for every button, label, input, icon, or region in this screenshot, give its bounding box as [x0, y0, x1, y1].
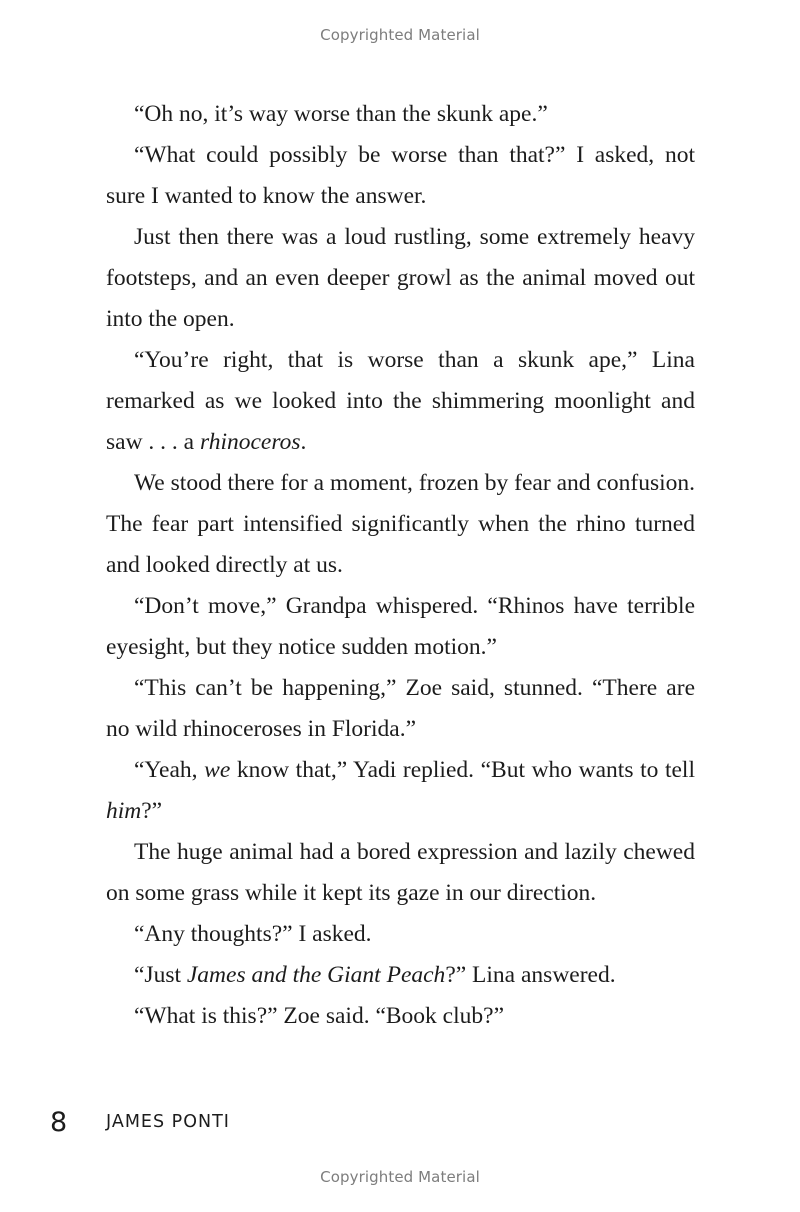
italic-text: him: [106, 798, 142, 824]
text-run: “What could possibly be worse than that?” I asked, not sure I wanted to know the answer.: [106, 142, 695, 209]
paragraph-6: [106, 586, 695, 668]
running-head-author: JAMES PONTI: [106, 1112, 230, 1132]
text-run: “Oh no, it’s way worse than the skunk ape.”: [134, 101, 548, 127]
paragraph-3: [106, 217, 695, 340]
page-number: 8: [50, 1106, 68, 1138]
page-footer: [50, 1102, 230, 1142]
paragraph-1: [106, 94, 695, 135]
text-run: know that,” Yadi replied. “But who wants to tell: [230, 757, 695, 783]
copyright-watermark-bottom: Copyrighted Material: [320, 1168, 480, 1186]
text-run: We stood there for a moment, frozen by fear and confusion. The fear part intensified significantly when the rhino turned and looked directly at us.: [106, 470, 695, 578]
text-run: ?” Lina answered.: [445, 962, 616, 988]
text-run: ?”: [141, 798, 163, 824]
text-run: “Yeah,: [134, 757, 205, 783]
paragraph-7: [106, 668, 695, 750]
paragraph-8: [106, 750, 695, 832]
text-run: “Just: [134, 962, 187, 988]
paragraph-9: [106, 832, 695, 914]
paragraph-4: [106, 340, 695, 463]
paragraph-10: [106, 914, 695, 955]
body-text: [106, 94, 695, 1037]
text-run: “Any thoughts?” I asked.: [134, 921, 372, 947]
text-run: “Don’t move,” Grandpa whispered. “Rhinos have terrible eyesight, but they notice sudden motion.”: [106, 593, 695, 660]
italic-text: rhinoceros: [199, 429, 301, 455]
text-run: Just then there was a loud rustling, some extremely heavy footsteps, and an even deeper growl as the animal moved out into the open.: [106, 224, 695, 332]
text-run: “This can’t be happening,” Zoe said, stunned. “There are no wild rhinoceroses in Florida.”: [106, 675, 695, 742]
copyright-watermark-top: Copyrighted Material: [320, 26, 480, 44]
paragraph-5: [106, 463, 695, 586]
text-run: .: [300, 429, 307, 455]
paragraph-2: [106, 135, 695, 217]
paragraph-11: [106, 955, 695, 996]
italic-text: we: [204, 757, 231, 783]
paragraph-12: [106, 996, 695, 1037]
text-run: “You’re right, that is worse than a skunk ape,” Lina remarked as we looked into the shimmering moonlight and saw . . . a: [106, 347, 695, 455]
text-run: The huge animal had a bored expression and lazily chewed on some grass while it kept its gaze in our direction.: [106, 839, 695, 906]
italic-text: James and the Giant Peach: [186, 962, 446, 988]
text-run: “What is this?” Zoe said. “Book club?”: [134, 1003, 504, 1029]
